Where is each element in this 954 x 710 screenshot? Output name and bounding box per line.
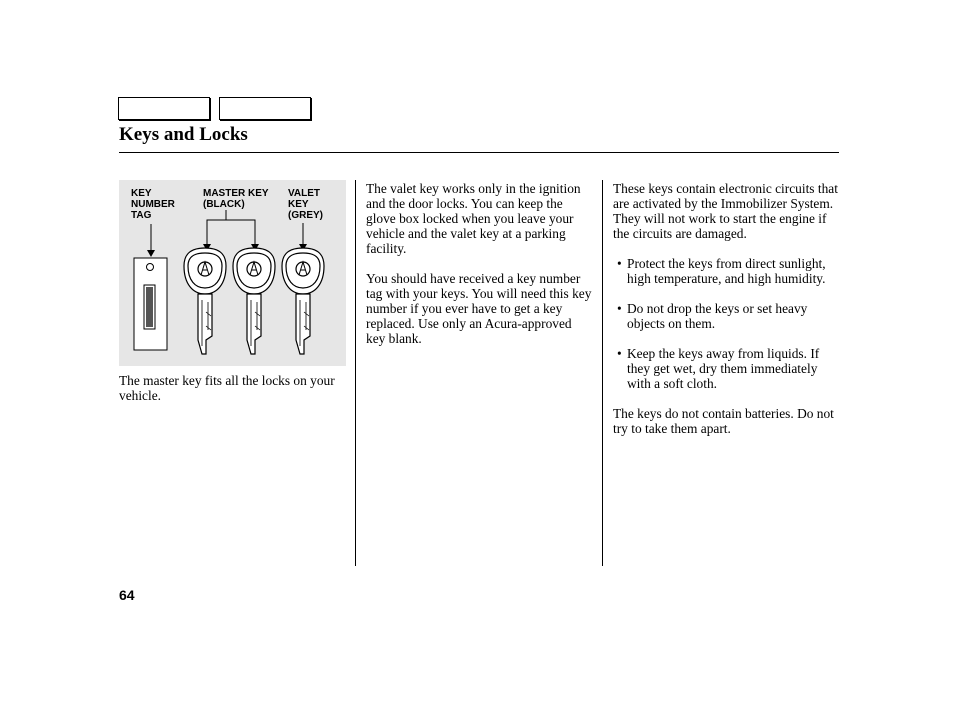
paragraph: You should have received a key number tag with your keys. You will need this key number if you ever have to get a key replaced. Use only an Acura-approved key blank. [366,271,592,346]
paragraph: The valet key works only in the ignition and the door locks. You can keep the glove box locked when you leave your vehicle and the valet key at a parking facility. [366,181,581,256]
key-number-tag [134,258,167,350]
bullet-icon: • [617,301,622,316]
keys-illustration [119,180,346,366]
master-key-label: MASTER KEY (BLACK) [203,188,269,210]
column-divider-2 [602,180,603,566]
page-title: Keys and Locks [119,124,248,145]
list-item: • Protect the keys from direct sunlight, high temperature, and high humidity. [617,256,826,286]
bullet-icon: • [617,256,622,271]
paragraph: These keys contain electronic circuits that are activated by the Immobilizer System. They will not work to start the engine if the circuits are damaged. [613,181,838,241]
bullet-icon: • [617,346,622,361]
keys-drawing [119,180,346,366]
column-divider-1 [355,180,356,566]
column-left [119,373,344,418]
list-item: • Do not drop the keys or set heavy objects on them. [617,301,808,331]
page-number: 64 [119,587,135,603]
paragraph: The master key fits all the locks on your vehicle. [119,373,335,403]
list-item: • Keep the keys away from liquids. If they get wet, dry them immediately with a soft cloth. [617,346,820,391]
valet-key-label: VALET KEY (GREY) [288,188,323,221]
paragraph: The keys do not contain batteries. Do not try to take them apart. [613,406,834,436]
title-rule [119,152,839,153]
column-right [613,181,839,451]
nav-tab-box-1[interactable] [118,97,210,120]
bullet-list [613,256,839,391]
key-number-tag-label: KEY NUMBER TAG [131,188,175,221]
nav-tab-box-2[interactable] [219,97,311,120]
column-middle [366,181,594,361]
